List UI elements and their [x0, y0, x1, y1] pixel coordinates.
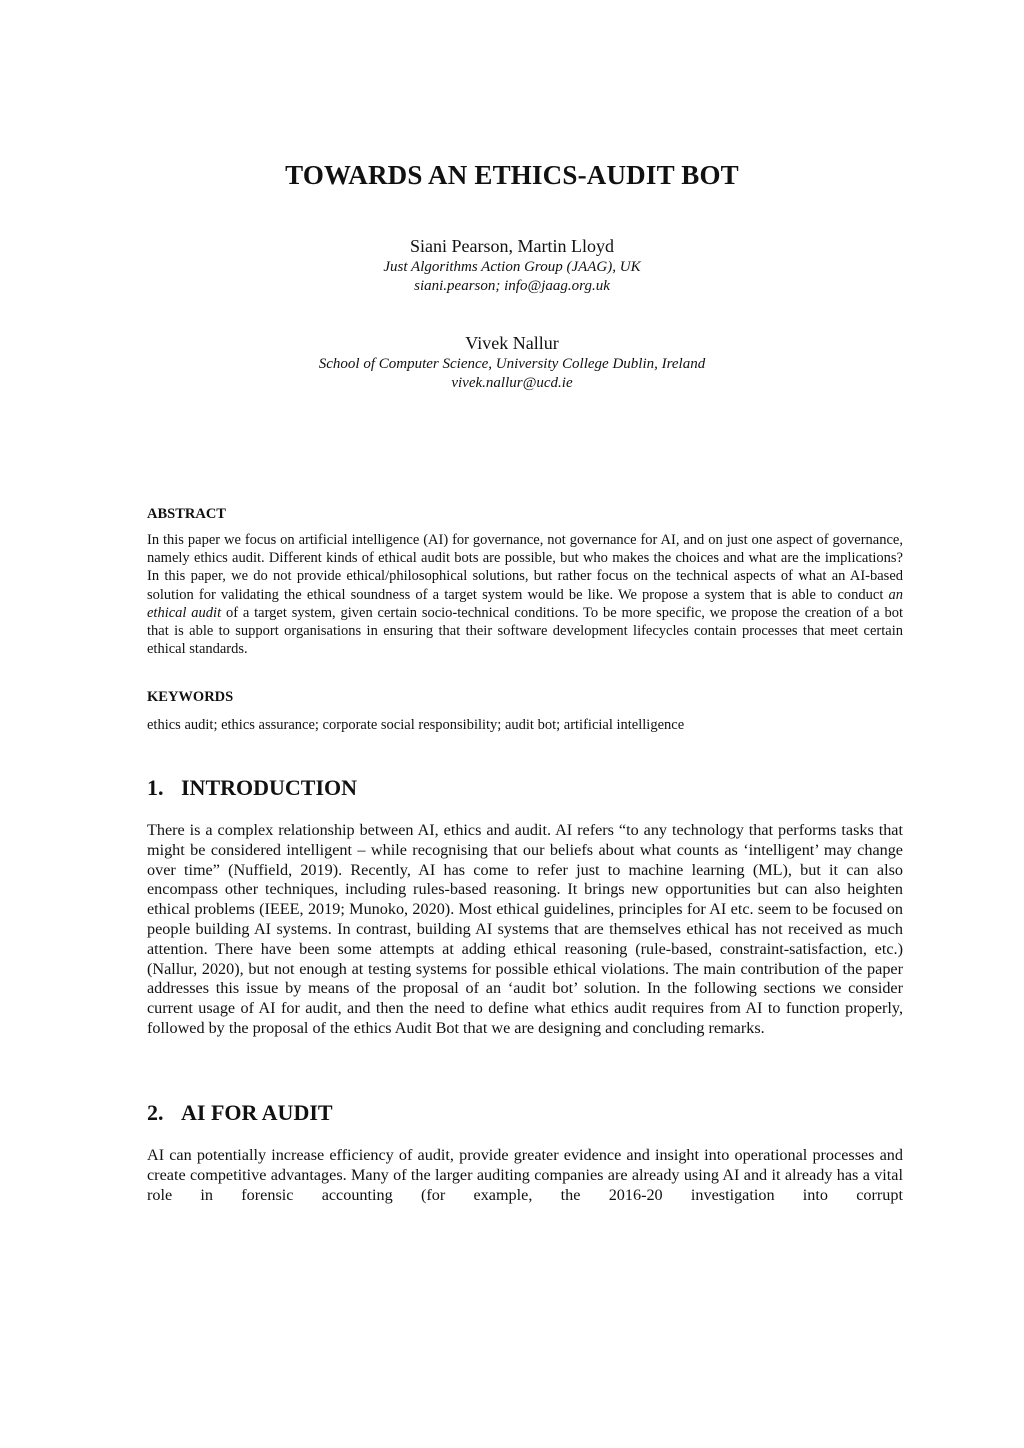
abstract-text-part1: In this paper we focus on artificial intelligence (AI) for governance, not governance for AI, and on just one aspect of governance, namely ethics audit. Different kinds of ethical audit bots are possible, but who makes the choices and what are the implications? In this paper, we do not provide ethical/philosophical solutions, but rather focus on the technical aspects of what an AI-based solution for validating the ethical soundness of a target system would be like. We propose a system that is able to conduct — [147, 532, 903, 603]
author-affiliation: Just Algorithms Action Group (JAAG), UK — [383, 259, 641, 275]
abstract-text-part2: of a target system, given certain socio-technical conditions. To be more specific, we propose the creation of a bot that is able to support organisations in ensuring that their software development lifecycles contain processes that meet certain ethical standards. — [147, 604, 903, 658]
paper-title: TOWARDS AN ETHICS-AUDIT BOT — [285, 160, 739, 190]
abstract-text-italic: an ethical audit — [147, 586, 903, 621]
section-heading-ai-for-audit — [147, 1099, 903, 1127]
section-heading-introduction — [147, 774, 903, 802]
abstract-heading: ABSTRACT — [147, 506, 226, 522]
section-number: 1. — [147, 775, 164, 800]
section-title: AI FOR AUDIT — [181, 1100, 333, 1125]
author-block-1 — [0, 234, 1024, 296]
author-email: siani.pearson; info@jaag.org.uk — [414, 278, 610, 294]
author-names: Siani Pearson, Martin Lloyd — [410, 236, 614, 256]
abstract-text — [147, 531, 903, 658]
section-body-ai-for-audit: AI can potentially increase efficiency of audit, provide greater evidence and insight into operational processes and create competitive advantages. Many of the larger auditing companies are already using AI and it already has a vital role in forensic accounting (for example, the 2016-20 investigation into corrupt — [147, 1146, 903, 1204]
author-email: vivek.nallur@ucd.ie — [451, 375, 573, 391]
author-names: Vivek Nallur — [465, 333, 559, 353]
section-number: 2. — [147, 1100, 164, 1125]
section-body-introduction: There is a complex relationship between AI, ethics and audit. AI refers “to any technology that performs tasks that might be considered intelligent – while recognising that our beliefs about what counts as ‘intelligent’ may change over time” (Nuffield, 2019). Recently, AI has come to refer just to machine learning (ML), but it can also encompass other techniques, including rules-based reasoning. It brings new opportunities but can also heighten ethical problems (IEEE, 2019; Munoko, 2020). Most ethical guidelines, principles for AI etc. seem to be focused on people building AI systems. In contrast, building AI systems that are themselves ethical has not received as much attention. There have been some attempts at adding ethical reasoning (rule-based, constraint-satisfaction, etc.) (Nallur, 2020), but not enough at testing systems for possible ethical violations. The main contribution of the paper addresses this issue by means of the proposal of an ‘audit bot’ solution. In the following sections we consider current usage of AI for audit, and then the need to define what ethics audit requires from AI to function properly, followed by the proposal of the ethics Audit Bot that we are designing and concluding remarks. — [147, 821, 903, 1037]
keywords-heading: KEYWORDS — [147, 689, 234, 705]
author-affiliation: School of Computer Science, University College Dublin, Ireland — [318, 356, 706, 372]
keywords-text: ethics audit; ethics assurance; corporate social responsibility; audit bot; artificial intelligence — [147, 717, 685, 733]
section-title: INTRODUCTION — [181, 775, 358, 800]
author-block-2 — [0, 331, 1024, 393]
